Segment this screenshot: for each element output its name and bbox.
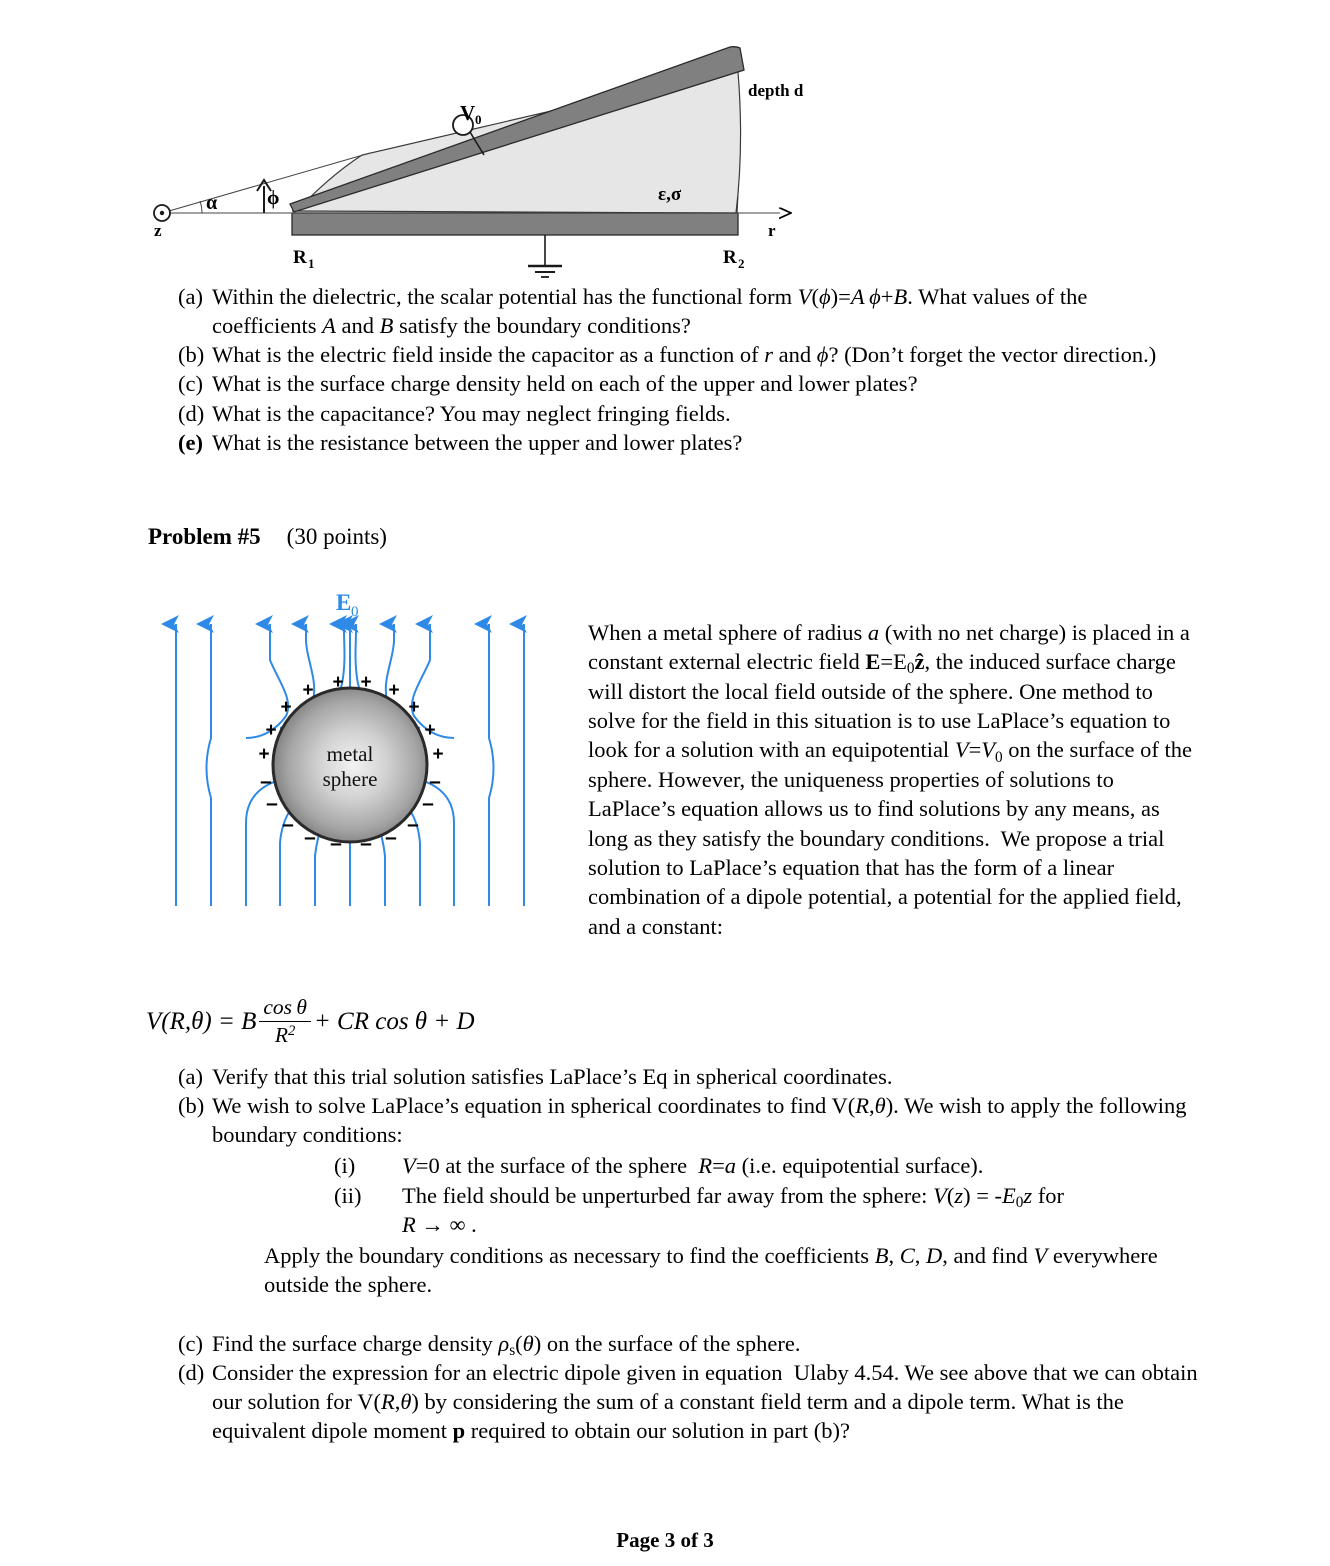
bc-marker: (ii): [334, 1182, 362, 1208]
svg-text:+: +: [432, 744, 444, 765]
item-marker: (a): [178, 1064, 203, 1089]
bc-text: V=0 at the surface of the sphere R=a (i.e. equipotential surface).: [402, 1153, 984, 1179]
list-item: [178, 399, 1188, 428]
svg-text:+: +: [265, 720, 277, 741]
svg-text:–: –: [304, 826, 316, 849]
svg-text:+: +: [424, 720, 436, 741]
item-marker: (b): [178, 342, 205, 368]
page-footer: [0, 1528, 1330, 1552]
item-text: What is the surface charge density held on each of the upper and lower plates?: [212, 371, 918, 397]
item-text: What is the capacitance? You may neglect fringing fields.: [212, 400, 731, 426]
boundary-condition-item: [334, 1151, 1198, 1180]
svg-text:–: –: [422, 792, 434, 815]
denominator-base: R: [274, 1023, 289, 1047]
list-item: [178, 282, 1188, 340]
bc-text-body: The field should be unperturbed far away from the sphere: $V(z) = -E_0z$ for: [402, 1182, 1065, 1211]
alpha-arc: [200, 201, 202, 213]
problem5-heading: [148, 524, 387, 550]
problem5-title: Problem #5: [148, 524, 261, 549]
r2-label-sub: 2: [738, 256, 745, 271]
problem5-points: (30 points): [286, 524, 387, 549]
list-item: [178, 340, 1188, 369]
lower-plate: [292, 213, 738, 235]
sphere-label-line2: sphere: [322, 767, 378, 791]
page-footer-text: Page 3 of 3: [616, 1528, 714, 1552]
svg-text:–: –: [330, 832, 342, 855]
svg-text:+: +: [332, 672, 344, 693]
svg-text:–: –: [266, 792, 278, 815]
svg-text:+: +: [280, 697, 292, 718]
capacitor-figure: [140, 28, 840, 278]
z-axis-label: z: [154, 221, 162, 240]
trial-solution-equation: [146, 995, 475, 1048]
z-axis-dot: [160, 211, 164, 215]
fraction-numerator: cos θ: [263, 995, 307, 1019]
bc-text-tail: R → ∞ .: [402, 1211, 477, 1237]
svg-text:+: +: [388, 680, 400, 701]
item-marker: (d): [178, 400, 205, 426]
cos-over-r-squared-fraction: [259, 995, 311, 1048]
e0-field-label: E: [336, 590, 352, 615]
eps-sigma-label: ε,σ: [658, 184, 682, 205]
problem4-question-list: [178, 282, 1188, 457]
fraction-denominator: [259, 1021, 311, 1048]
figure-float-spacer: [148, 618, 588, 913]
boundary-conditions-list: [334, 1151, 1198, 1238]
list-item: [178, 1062, 1198, 1091]
item-marker: (c): [178, 1331, 203, 1356]
r-axis-label: r: [768, 221, 776, 240]
item-text: What is the resistance between the upper and lower plates?: [212, 429, 743, 455]
item-marker: (e): [178, 429, 203, 455]
boundary-condition-item: [334, 1181, 1198, 1239]
list-item: [178, 1329, 1198, 1358]
equation-lhs: V(R,θ) = B: [146, 1007, 257, 1035]
item-text: Within the dielectric, the scalar potential has the functional form V(ϕ)=A ϕ+B. What values of the coefficients A and B satisfy the boundary conditions?: [212, 284, 1088, 339]
phi-label: ϕ: [267, 187, 280, 209]
r1-label-sub: 1: [308, 256, 315, 271]
svg-text:–: –: [429, 770, 441, 793]
svg-text:–: –: [407, 813, 419, 836]
item-text: Verify that this trial solution satisfies LaPlace’s Eq in spherical coordinates.: [212, 1064, 893, 1089]
svg-text:+: +: [408, 697, 420, 718]
svg-text:–: –: [360, 832, 372, 855]
list-item: [178, 1091, 1198, 1299]
equation-rhs: + CR cos θ + D: [313, 1007, 475, 1035]
svg-text:+: +: [258, 744, 270, 765]
v0-label: V: [460, 101, 476, 125]
svg-text:–: –: [260, 770, 272, 793]
problem5-question-list: [178, 1062, 1198, 1446]
item-marker: (a): [178, 284, 203, 309]
bc-marker: (i): [334, 1153, 356, 1179]
denominator-exponent: 2: [288, 1022, 296, 1039]
alpha-label: α: [206, 192, 218, 214]
intro-text: When a metal sphere of radius a (with no net charge) is placed in a constant external electric field $E=E_0ẑ$, the induced surface charge will distort the local field outside of the sphere. One method to solve for the field in this situation is to use LaPlace’s equation to look for a solution with an equipotential $V=V_0$ on the surface of the sphere. However, the uniqueness properties of solutions to LaPlace’s equation allows us to find solutions by any means, as long as they satisfy the boundary conditions. We propose a trial solution to LaPlace’s equation that has the form of a linear combination of a dipole potential, a potential for the applied field, and a constant:: [588, 620, 1192, 939]
e0-field-label-sub: 0: [351, 604, 359, 620]
list-item: [178, 369, 1188, 398]
depth-label: depth d: [748, 81, 804, 100]
list-spacer: [178, 1299, 1198, 1329]
item-text: Find the surface charge density $\rho_s(\theta)$ on the surface of the sphere.: [212, 1331, 801, 1360]
item-text: [212, 1091, 1198, 1299]
list-item: [178, 428, 1188, 457]
item-text-body: We wish to solve LaPlace’s equation in spherical coordinates to find V(R,θ). We wish to apply the following boundary conditions:: [212, 1093, 1187, 1148]
apply-boundary-conditions-paragraph: Apply the boundary conditions as necessary to find the coefficients B, C, D, and find V everywhere outside the sphere.: [264, 1242, 1158, 1297]
v0-label-sub: 0: [475, 112, 482, 127]
problem5-intro-paragraph: [148, 618, 1203, 941]
r2-label: R: [723, 247, 737, 268]
item-marker: (b): [178, 1093, 205, 1119]
list-item: [178, 1358, 1198, 1445]
svg-text:+: +: [360, 672, 372, 693]
svg-text:–: –: [385, 826, 397, 849]
sphere-label-line1: metal: [326, 742, 374, 766]
item-marker: (d): [178, 1360, 205, 1386]
r1-label: R: [293, 247, 307, 268]
svg-text:+: +: [302, 680, 314, 701]
item-marker: (c): [178, 371, 203, 397]
item-text: What is the electric field inside the capacitor as a function of r and ϕ? (Don’t forget the vector direction.): [212, 342, 1157, 368]
item-text: Consider the expression for an electric dipole given in equation Ulaby 4.54. We see above that we can obtain our solution for V(R,θ) by considering the sum of a constant field term and a dipole term. What is the equivalent dipole moment p required to obtain our solution in part (b)?: [212, 1360, 1198, 1444]
bc-text: [402, 1181, 1198, 1239]
svg-text:–: –: [282, 813, 294, 836]
